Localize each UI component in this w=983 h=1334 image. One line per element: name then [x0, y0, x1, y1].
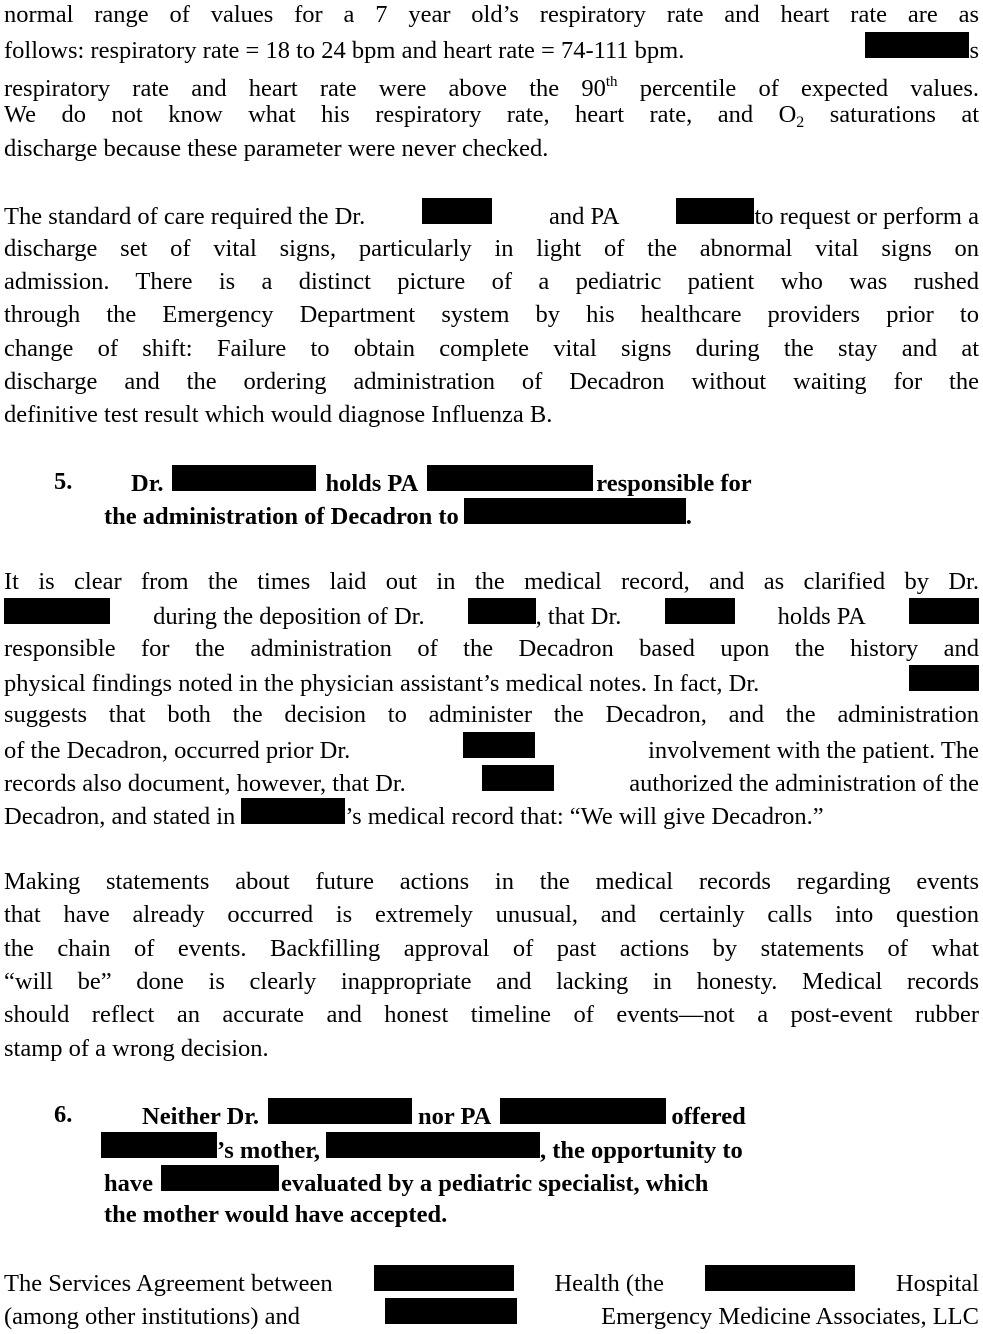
para3-text: involvement with the patient. The	[648, 737, 979, 764]
heading-number: 6.	[54, 1101, 73, 1128]
para5-text: Hospital	[895, 1270, 979, 1297]
para1-line-3	[4, 65, 979, 102]
section-heading-6-line-2	[101, 1132, 743, 1168]
redaction-block	[468, 598, 536, 624]
para3-text: of the Decadron, occurred prior Dr.	[4, 737, 351, 764]
para3-line-3	[4, 632, 979, 666]
redaction-block	[909, 665, 979, 691]
para2-text: and PA	[549, 203, 620, 230]
para2-text: change of shift: Failure to obtain complete vital signs during the stay and at	[4, 335, 979, 362]
para2-line-5	[4, 332, 979, 366]
para4-line-6	[4, 1032, 979, 1066]
para3-line-8	[4, 798, 979, 832]
heading-text: , the opportunity to	[539, 1137, 743, 1164]
para3-line-7	[4, 765, 979, 799]
para1-text: respiratory rate and heart rate were above the 90	[4, 75, 606, 102]
redaction-block	[374, 1265, 514, 1291]
para4-text: that have already occurred is extremely unusual, and certainly calls into question	[4, 901, 979, 928]
para2-text: The standard of care required the Dr.	[4, 203, 366, 230]
heading-text: nor PA	[418, 1103, 492, 1130]
para3-text: ’s medical record that: “We will give Decadron.”	[345, 803, 824, 830]
redaction-block	[865, 32, 969, 58]
heading-text: Neither Dr.	[142, 1103, 260, 1130]
section-heading-6-line-4: the mother would have accepted.	[104, 1201, 448, 1228]
para4-text: the chain of events. Backfilling approval of past actions by statements of what	[4, 935, 979, 962]
section-heading-5-line-1	[131, 465, 752, 501]
redaction-block	[500, 1098, 666, 1124]
para3-text: holds PA	[777, 603, 866, 630]
para2-line-1	[4, 198, 979, 232]
para4-line-3	[4, 932, 979, 966]
para3-line-6	[4, 732, 979, 766]
heading-text: .	[685, 503, 692, 530]
para2-line-7	[4, 398, 979, 432]
redaction-block	[464, 498, 686, 524]
redaction-block	[241, 798, 345, 824]
redaction-block	[482, 765, 554, 791]
para1-line-4	[4, 98, 979, 132]
redaction-block	[665, 598, 735, 624]
redaction-block	[422, 198, 492, 224]
para5-text: Emergency Medicine Associates, LLC	[601, 1303, 979, 1330]
redaction-block	[463, 732, 535, 758]
para2-text: definitive test result which would diagnose Influenza B.	[4, 401, 553, 428]
para2-text: admission. There is a distinct picture of a pediatric patient who was rushed	[4, 268, 979, 295]
section-heading-5-line-2	[104, 498, 692, 534]
para3-text: responsible for the administration of the Decadron based upon the history and	[4, 635, 979, 662]
para1-line-5	[4, 132, 979, 166]
para1-line-1	[4, 0, 979, 32]
para5-text: The Services Agreement between	[4, 1270, 333, 1297]
para1-text: normal range of values for a 7 year old’s respiratory rate and heart rate are as	[4, 1, 979, 28]
para2-line-4	[4, 298, 979, 332]
para3-text: physical findings noted in the physician assistant’s medical notes. In fact, Dr.	[4, 670, 760, 697]
para3-text: , that Dr.	[535, 603, 622, 630]
para1-text: discharge because these parameter were never checked.	[4, 135, 549, 162]
heading-text: responsible for	[596, 470, 752, 497]
para2-line-2	[4, 232, 979, 266]
para3-line-1	[4, 565, 979, 599]
para5-line-2	[4, 1298, 979, 1332]
para2-line-6	[4, 365, 979, 399]
para1-text: follows: respiratory rate = 18 to 24 bpm and heart rate = 74-111 bpm.	[4, 37, 685, 64]
para4-line-2	[4, 898, 979, 932]
para4-text: Making statements about future actions in the medical records regarding events	[4, 868, 979, 895]
para4-text: stamp of a wrong decision.	[4, 1035, 269, 1062]
para1-text: saturations at	[804, 101, 980, 128]
section-heading-6-line-3	[104, 1165, 708, 1201]
redaction-block	[326, 1132, 540, 1158]
redaction-block	[385, 1298, 517, 1324]
para2-text: through the Emergency Department system by his healthcare providers prior to	[4, 301, 979, 328]
para1-text: We do not know what his respiratory rate, heart rate, and O	[4, 101, 797, 128]
para3-line-4	[4, 665, 979, 699]
redaction-block	[427, 465, 593, 491]
redaction-block	[161, 1165, 279, 1191]
para4-text: “will be” done is clearly inappropriate and lacking in honesty. Medical records	[4, 968, 979, 995]
redaction-block	[4, 598, 110, 624]
section-heading-6-line-1	[142, 1098, 746, 1134]
redaction-block	[705, 1265, 855, 1291]
redaction-block	[909, 598, 979, 624]
para3-text: during the deposition of Dr.	[153, 603, 425, 630]
para3-text: suggests that both the decision to administer the Decadron, and the administration	[4, 701, 979, 728]
para3-text: records also document, however, that Dr.	[4, 770, 406, 797]
para1-text: percentile of expected values.	[617, 75, 979, 102]
para3-line-2	[4, 598, 979, 632]
heading-text: evaluated by a pediatric specialist, which	[281, 1170, 709, 1197]
para4-text: should reflect an accurate and honest timeline of events—not a post-event rubber	[4, 1001, 979, 1028]
redaction-block	[101, 1132, 217, 1158]
para5-line-1	[4, 1265, 979, 1299]
heading-text: holds PA	[325, 470, 419, 497]
para4-line-4	[4, 965, 979, 999]
subscript: 2	[796, 114, 805, 131]
para3-line-5	[4, 698, 979, 732]
heading-text: have	[104, 1170, 153, 1197]
heading-text: the administration of Decadron to	[104, 503, 459, 530]
para2-line-3	[4, 265, 979, 299]
para5-text: (among other institutions) and	[4, 1303, 300, 1330]
para4-line-5	[4, 998, 979, 1032]
para2-text: discharge and the ordering administration of Decadron without waiting for the	[4, 368, 979, 395]
para1-line-2	[4, 32, 979, 66]
para1-text: s	[969, 37, 979, 64]
para3-text: Decadron, and stated in	[4, 803, 236, 830]
heading-text: offered	[671, 1103, 746, 1130]
heading-number: 5.	[54, 468, 73, 495]
heading-text: ’s mother,	[217, 1137, 320, 1164]
para4-line-1	[4, 865, 979, 899]
para5-text: Health (the	[554, 1270, 665, 1297]
heading-text: Dr.	[131, 470, 164, 497]
redaction-block	[268, 1098, 412, 1124]
redaction-block	[676, 198, 754, 224]
para3-text: authorized the administration of the	[629, 770, 979, 797]
superscript: th	[605, 74, 618, 90]
para2-text: to request or perform a	[754, 203, 979, 230]
para3-text: It is clear from the times laid out in the medical record, and as clarified by Dr.	[4, 568, 979, 595]
redaction-block	[172, 465, 316, 491]
para2-text: discharge set of vital signs, particularly in light of the abnormal vital signs on	[4, 235, 979, 262]
